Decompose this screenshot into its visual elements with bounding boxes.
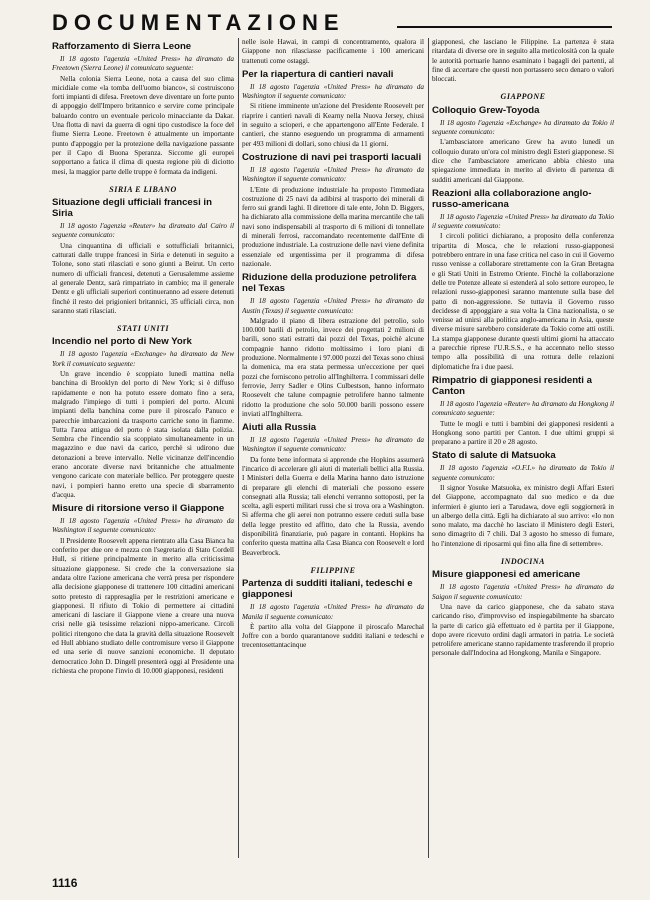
article-title: Stato di salute di Matsuoka bbox=[432, 450, 556, 462]
region-heading: SIRIA E LIBANO bbox=[109, 184, 177, 194]
article-body: Tutte le mogli e tutti i bambini dei giapponesi residenti a Hongkong sono partiti per Canton. I due ultimi gruppi si preparano a partire il 20 e 28 agosto. bbox=[432, 419, 614, 447]
article-body: Nella colonia Sierra Leone, nota a causa del suo clima micidiale come «la tomba dell'uomo bianco», si costruiscono forti impianti di difesa. Freetown deve diventare un forte punto di appoggio dell'Impero britannico e servire come principale baluardo contro un eventuale pericolo minacciante da Dakar. Una flotta di navi da guerra di ogni tipo custodisce la foce del fiume Sierra Leone. Freetown è attualmente un importante punto d'appoggio per la protezione della navigazione passante per il Capo di Buona Speranza. Siccome gli europei sopportano a fatica il clima di questa regione più di diciotto mesi, la maggior parte delle truppe è formata da indigeni. bbox=[52, 74, 234, 176]
article-dateline: Il 18 agosto l'agenzia «United Press» ha diramato da Saigon il seguente comunicato: bbox=[432, 583, 614, 601]
article-title: Misure di ritorsione verso il Giappone bbox=[52, 503, 225, 515]
article-title: Per la riapertura di cantieri navali bbox=[242, 68, 394, 80]
article-title: Riduzione della produzione petrolifera nel Texas bbox=[242, 272, 417, 295]
article-body: Una cinquantina di ufficiali e sottufficiali britannici, catturati dalle truppe francesi in Siria e detenuti in seguito a Tolone, sono stati rilasciati e sono giunti a Beirut. Un certo numero di ufficiali francesi, detenuti a Gerusalemme assieme al generale Dentz, sarà rimpatriato in cambio; ma il generale Dentz e gli ufficiali superiori continueranno ad essere detenuti finchè il resto dei prigionieri britannici, 35 ufficiali circa, non saranno stati rilasciati. bbox=[52, 241, 234, 315]
article-body: È partito alla volta del Giappone il piroscafo Marechal Joffre con a bordo quarantanove sudditi italiani e tedeschi e trecentosettantacinque bbox=[242, 622, 424, 650]
article-title: Incendio nel porto di New York bbox=[52, 336, 192, 348]
column-2 bbox=[242, 38, 424, 858]
article-title: Aiuti alla Russia bbox=[242, 422, 317, 434]
article-title: Costruzione di navi pei trasporti lacuali bbox=[242, 151, 422, 163]
region-heading: INDOCINA bbox=[500, 557, 545, 567]
article bbox=[242, 272, 424, 419]
article bbox=[242, 69, 424, 149]
article bbox=[52, 197, 234, 316]
article-body: Da fonte bene informata si apprende che Hopkins assumerà l'incarico di accelerare gli aiuti di materiali bellici alla Russia. I Ministeri della Guerra e della Marina hanno dato istruzione di preparare gli elenchi di materiali che possono essere consegnati alla Russia; tali elenchi verranno sottoposti, per la scelta, agli esperti militari russi che si trova ora a Washington. Si afferma che gli aerei non potranno essere ceduti sulla base della legge prestito ed affitto, dato che la Russia, avendo disponibilità finanziarie, può pagare in contanti. Hopkins ha conferito questa mattina alla Casa Bianca con Roosevelt e lord Beaverbrock. bbox=[242, 455, 424, 557]
article-body: L'Ente di produzione industriale ha proposto l'immediata costruzione di 25 navi da adibirsi al trasporto dei minerali di ferro sui grandi laghi. Il direttore di tale ente, John D. Biggers, ha dichiarato alla commissione della marina mercantile che tali navi sono indispensabili al trasporto di 6 milioni di tonnellate di minerali ferrosi, raccomandato recentemente dall'Ente di produzione industriale. La costruzione delle navi viene definita essenziale ed urgentissima per il programma di difesa nazionale. bbox=[242, 185, 424, 268]
article-continuation: nelle isole Hawai, in campi di concentramento, qualora il Giappone non rilasciasse pacificamente i 100 americani trattenuti come ostaggi. bbox=[242, 38, 424, 65]
article bbox=[242, 578, 424, 650]
column-divider bbox=[428, 38, 429, 858]
article-title: Reazioni alla collaborazione anglo-russo-americana bbox=[432, 187, 592, 210]
article-columns bbox=[52, 38, 612, 858]
article-dateline: Il 18 agosto l'agenzia «Exchange» ha diramato da New York il comunicato seguente: bbox=[52, 350, 234, 368]
article-dateline: Il 18 agosto l'agenzia «United Press» ha diramato da Austin (Texas) il seguente comunicato: bbox=[242, 297, 424, 315]
column-3 bbox=[432, 38, 614, 858]
article-dateline: Il 18 agosto l'agenzia «United Press» ha diramato da Tokio il seguente comunicato: bbox=[432, 212, 614, 231]
article-dateline: Il 18 agosto l'agenzia «Reuter» ha diramato da Hongkong il comunicato seguente: bbox=[432, 399, 614, 418]
article bbox=[52, 336, 234, 500]
article-title: Rimpatrio di giapponesi residenti a Canton bbox=[432, 374, 592, 397]
article-dateline: Il 18 agosto l'agenzia «O.F.I.» ha diramato da Tokio il seguente comunicato: bbox=[432, 464, 614, 482]
article-body: Una nave da carico giapponese, che da sabato stava caricando riso, d'improvviso ed inspiegabilmente ha sbarcato la parte di carico già effettuato ed è partita per il Giappone, dopo avere ricevuto ordini dagli armatori in patria. Le società petrolifere americane stanno rapidamente trasferendo il proprio personale dall'Indocina ad Hongkong, Manila e Singapore. bbox=[432, 602, 614, 658]
header-rule bbox=[397, 26, 612, 28]
article-body: Un grave incendio è scoppiato lunedì mattina nella banchina di Brooklyn del porto di New York; si è diffuso rapidamente e non ha potuto essere domato fino a sera, malgrado l'impiego di tutti i pompieri del porto. Alcuni impianti della banchina come pure il piroscafo Panuco e parecchie imbarcazioni da trasporto carriche sono in fiamme. Tutta l'area attigua del porto è stata isolata dalla polizia. Sembra che l'incendio sia scoppiato simultaneamente in un magazzino e due navi da carico, perchè si udirono due detonazioni a breve intervallo. Nelle vicinanze dell'incendio erano ancorate diverse navi britanniche che attualmente vengono caricate con materiale bellico. Per proteggere queste navi, i pompieri hanno eretto una specie di sbarramento d'acqua. bbox=[52, 370, 234, 499]
article bbox=[432, 375, 614, 447]
article-dateline: Il 18 agosto l'agenzia «Exchange» ha diramato da Tokio il seguente comunicato: bbox=[432, 118, 614, 137]
article-body: Malgrado il piano di libera estrazione del petrolio, solo 100.000 barili di petrolio, invece dei progettati 2 milioni di barili, sono stati estratti dai pozzi del Texas, poichè alcune compagnie hanno ridotto moltissimo i loro piani di produzione. Normalmente i 97.000 pozzi del Texas sono chiusi la domenica, ma era stata permessa un'eccezione per quei pozzi che forniscono petrolio all'Inghilterra. I commissari delle ferrovie, Jerry Sadler e Olins Culbestson, hanno informato Roosevelt che talune compagnie petrolifere hanno talmente ridotto la produzione che solo 50.000 barili possono essere inviati all'Inghilterra. bbox=[242, 316, 424, 418]
article bbox=[432, 105, 614, 185]
page-number: 1116 bbox=[52, 876, 78, 890]
article-continuation: giapponesi, che lasciano le Filippine. La partenza è stata ritardata di diverse ore in seguito alla meticolosità con la quale le autorità portuarie hanno esaminato i bagagli dei partenti, al fine di accertare che questi non portassero seco denaro o valori bloccati. bbox=[432, 38, 614, 84]
article-dateline: Il 18 agosto l'agenzia «United Press» ha diramato da Manila il seguente comunicato: bbox=[242, 603, 424, 621]
section-header bbox=[52, 10, 612, 38]
article bbox=[52, 41, 234, 177]
article-dateline: Il 18 agosto l'agenzia «United Press» ha diramato da Washington il seguente comunicato: bbox=[242, 165, 424, 184]
column-divider bbox=[238, 38, 239, 858]
article-dateline: Il 18 agosto l'agenzia «United Press» ha diramato da Washington il seguente comunicato: bbox=[242, 82, 424, 101]
region-heading: STATI UNITI bbox=[117, 324, 169, 334]
article bbox=[432, 450, 614, 549]
region-heading: GIAPPONE bbox=[500, 92, 546, 102]
article-dateline: Il 18 agosto l'agenzia «Reuter» ha diramato dal Cairo il seguente comunicato: bbox=[52, 222, 234, 240]
article-body: Il Presidente Roosevelt appena rientrato alla Casa Bianca ha conferito per due ore e mezza con l'segretario di Stato Cordell Hull, si ritiene principalmente in merito alla criticissima situazione giapponese. Si crede che la conversazione sia andata oltre l'azione americana che verrà presa per rispondere alla decisione giapponese di trattenere 100 cittadini americani sotto pretesto di rappresaglia per le restrizioni americane e giapponesi. Il rifiuto di Tokio di permettere ai cittadini americani di lasciare il Giappone viene a creare una nuova crisi nelle già tesissime relazioni nippo-americane. Circoli politici ritengono che data la gravità della situazione Roosevelt ed Hull abbiano studiato delle contromisure verso il Giappone ed una serie di nuove sanzioni economiche. Il deputato democratico John D. Dingell presenterà oggi al Presidente una richiesta che propone l'invio di 10.000 giapponesi, residenti bbox=[52, 536, 234, 675]
article bbox=[52, 503, 234, 676]
article-title: Misure giapponesi ed americane bbox=[432, 569, 581, 581]
article-dateline: Il 18 agosto l'agenzia «United Press» ha diramato da Washington il seguente comunicato: bbox=[242, 436, 424, 454]
article bbox=[432, 569, 614, 658]
column-1 bbox=[52, 38, 234, 858]
article bbox=[432, 188, 614, 372]
article-body: Il signor Yosuke Matsuoka, ex ministro degli Affari Esteri del Giappone, accompagnato dal suo medico e da due infermieri è giunto ieri a Tarudawa, dove egli soggiornerà in un albergo della città. Egli ha dichiarato al suo arrivo: «Io non sono malato, ma dacchè ho lasciato il Ministero degli Esteri, sono dimagrito di 7 chili. Dal 3 agosto ho smesso di fumare, ho l'intenzione di riposarmi qui fino alla fine di settembre». bbox=[432, 483, 614, 548]
article-body: L'ambasciatore americano Grew ha avuto lunedì un colloquio durato un'ora col ministro degli Esteri giapponese. Si dice che l'ambasciatore americano abbia chiesto una spiegazione immediata in merito al divieto di partenza di sudditi americani dal Giappone. bbox=[432, 138, 614, 184]
article-body: I circoli politici dichiarano, a proposito della conferenza tripartita di Mosca, che le relazioni russo-giapponesi potrebbero entrare in una fase critica nel caso in cui il Governo russo venisse a collaborare strettamente con la Gran Bretagna e gli Stati Uniti in Estremo Oriente. Finchè la collaborazione delle tre Potenze alleate si estenderà al solo settore europeo, le relazioni russo-giapponesi saranno mantenute sulla base del patto di non-aggressione. Se tuttavia il Governo russo decidesse di appoggiare a sua volta la Cina nazionalista, o se venisse ad unirsi alla politica anglo-americana in Asia, queste diverse misure sarebbero considerate da Tokio come atti ostili. La stampa giapponese durante questi ultimi giorni ha attaccato a parecchie riprese l'U.R.S.S., e ha accennato nello stesso tempo alla possibilità di una rottura delle relazioni diplomatiche fra i due paesi. bbox=[432, 232, 614, 371]
article bbox=[242, 152, 424, 269]
article-dateline: Il 18 agosto l'agenzia «United Press» ha diramato da Washington il seguente comunicato: bbox=[52, 517, 234, 535]
article-title: Situazione degli ufficiali francesi in Siria bbox=[52, 197, 212, 220]
article-dateline: Il 18 agosto l'agenzia «United Press» ha diramato da Freetown (Sierra Leone) il comunicato seguente: bbox=[52, 55, 234, 73]
article-title: Partenza di sudditi italiani, tedeschi e giapponesi bbox=[242, 578, 413, 601]
article-body: Si ritiene imminente un'azione del Presidente Roosevelt per riaprire i cantieri navali di Kearny nella Nuova Jersey, chiusi in seguito a scioperi, e che appartengono all'Ente Federale. I cantieri, che stanno eseguendo un programma di armamenti per 493 milioni di dollari, sono chiusi da 11 giorni. bbox=[242, 102, 424, 148]
article bbox=[242, 422, 424, 558]
article-title: Rafforzamento di Sierra Leone bbox=[52, 41, 192, 52]
section-title: DOCUMENTAZIONE bbox=[52, 10, 345, 35]
region-heading: FILIPPINE bbox=[310, 565, 356, 575]
article-title: Colloquio Grew-Toyoda bbox=[432, 104, 540, 116]
